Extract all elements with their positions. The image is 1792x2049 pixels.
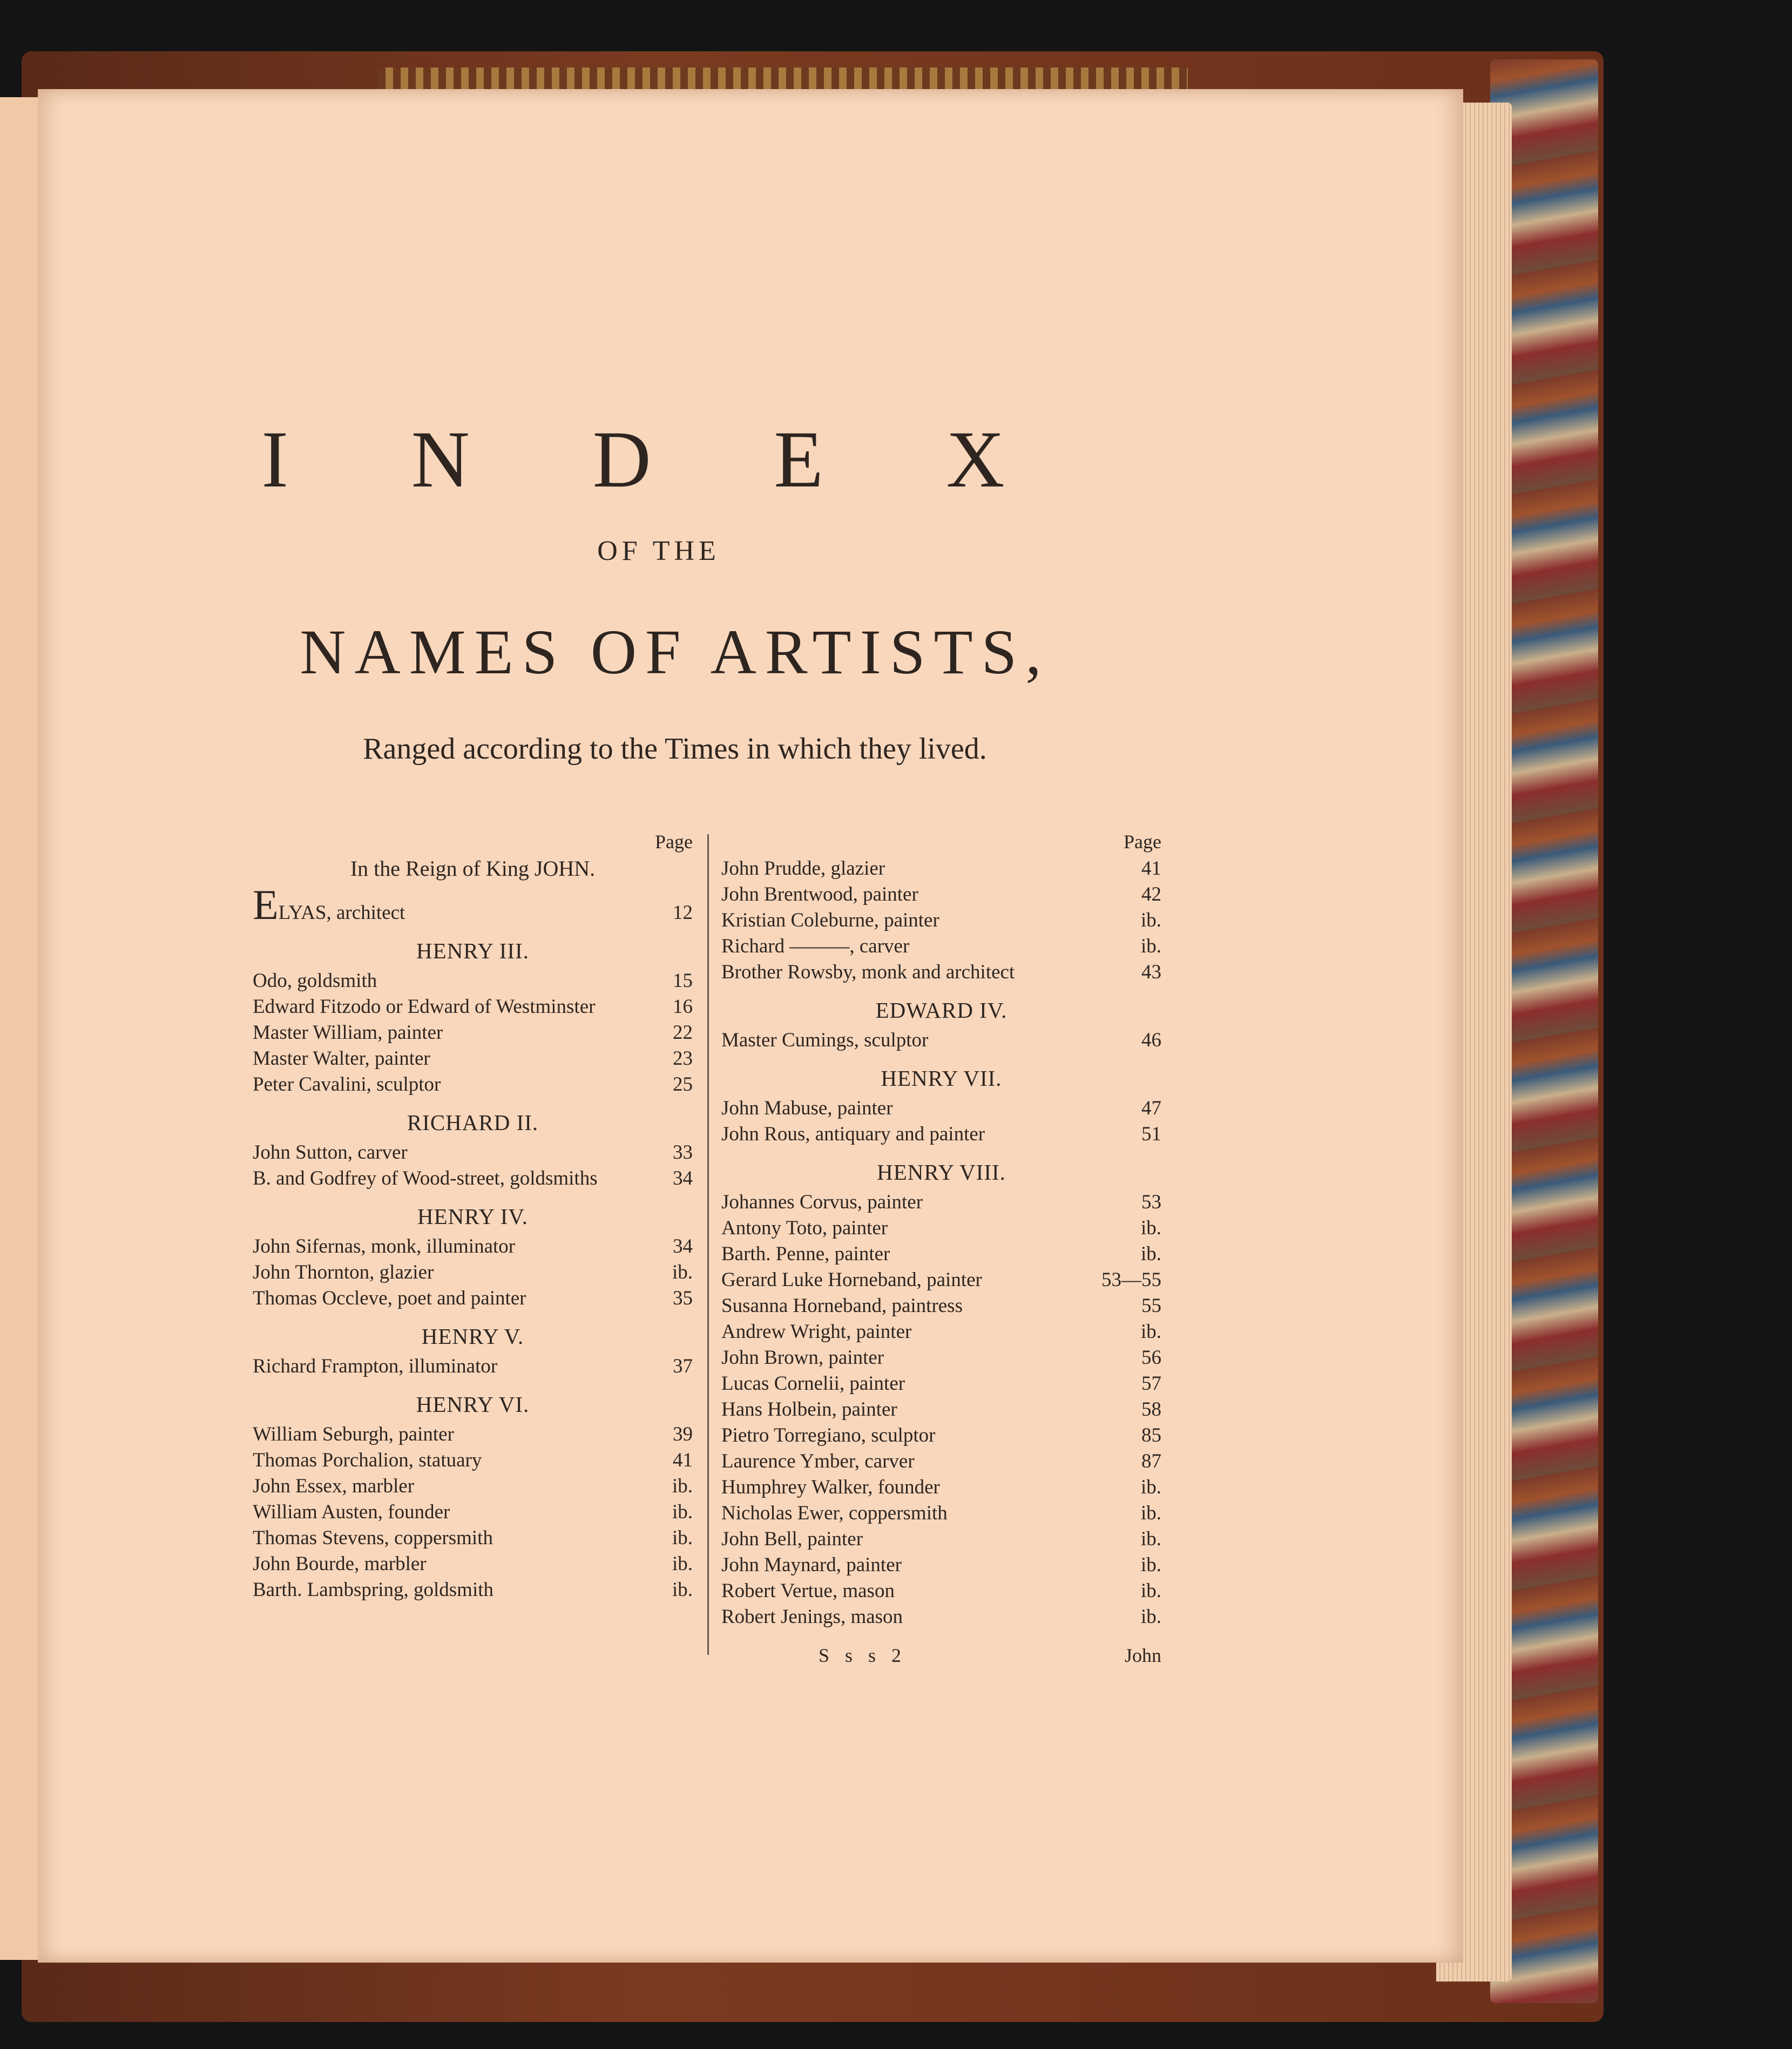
entry-name: Laurence Ymber, carver (721, 1450, 915, 1472)
entry-name: Master William, painter (253, 1022, 443, 1044)
index-entry (721, 934, 1161, 959)
spine-ornament (378, 67, 1188, 89)
left-sections (253, 938, 693, 1603)
index-entry (721, 1397, 1161, 1423)
entry-name: Master Cumings, sculptor (721, 1029, 929, 1051)
entry-page: 56 (1141, 1347, 1161, 1369)
entry-page: 46 (1141, 1029, 1161, 1051)
entry-page: ib. (1140, 935, 1161, 957)
entry-page: ib. (1140, 1580, 1161, 1602)
entry-name: John Maynard, painter (721, 1554, 902, 1576)
entry-name: Hans Holbein, painter (721, 1398, 897, 1421)
entry-page: ib. (672, 1527, 693, 1549)
index-entry (253, 1234, 693, 1260)
entry-page: 16 (673, 996, 693, 1018)
entry-name: Gerard Luke Horneband, painter (721, 1269, 982, 1291)
index-entry (253, 1286, 693, 1311)
index-entry (253, 1260, 693, 1286)
subtitle: Ranged according to the Times in which they lived. (363, 732, 987, 766)
entry-name: John Sutton, carver (253, 1141, 408, 1164)
entry-name: John Brentwood, painter (721, 883, 918, 905)
index-entry (721, 1095, 1161, 1121)
elyas-page: 12 (673, 902, 693, 924)
right-top-entries (721, 856, 1161, 985)
index-entry (253, 1422, 693, 1448)
entry-name: Kristian Coleburne, painter (721, 909, 939, 931)
entry-page: ib. (672, 1261, 693, 1283)
entry-name: Peter Cavalini, sculptor (253, 1073, 441, 1095)
left-column (253, 829, 693, 1603)
reign-section-heading: HENRY IV. (417, 1204, 528, 1229)
left-leaf (0, 97, 42, 1960)
entry-name: Nicholas Ewer, coppersmith (721, 1502, 948, 1524)
index-entry (253, 1140, 693, 1166)
index-entry (253, 968, 693, 994)
entry-name: Thomas Stevens, coppersmith (253, 1527, 493, 1549)
entry-page: 37 (673, 1355, 693, 1377)
reign-section-heading: HENRY VII. (881, 1066, 1002, 1091)
entry-page: 42 (1141, 883, 1161, 905)
entry-page: ib. (672, 1501, 693, 1523)
entry-page: ib. (672, 1475, 693, 1497)
entry-name: John Sifernas, monk, illuminator (253, 1235, 516, 1257)
index-entry (721, 1215, 1161, 1241)
entry-page: 33 (673, 1141, 693, 1164)
index-entry (721, 1604, 1161, 1630)
index-entry (721, 856, 1161, 882)
index-entry (721, 959, 1161, 985)
reign-section-heading: HENRY V. (421, 1324, 524, 1349)
entry-name: Master Walter, painter (253, 1047, 430, 1070)
entry-page: 22 (673, 1022, 693, 1044)
reign-section-heading: EDWARD IV. (875, 998, 1007, 1023)
entry-page: ib. (1140, 1606, 1161, 1628)
index-entry (721, 1371, 1161, 1397)
catchword: John (1124, 1645, 1161, 1666)
index-entry (721, 1500, 1161, 1526)
index-entry (253, 1577, 693, 1603)
entry-name: John Prudde, glazier (721, 857, 885, 880)
entry-name: Richard Frampton, illuminator (253, 1355, 498, 1377)
index-entry (721, 1552, 1161, 1578)
entry-name: Edward Fitzodo or Edward of Westminster (253, 996, 596, 1018)
entry-page: 35 (673, 1287, 693, 1309)
index-entry (253, 1473, 693, 1499)
reign-section-heading: RICHARD II. (407, 1110, 539, 1135)
index-entry (721, 882, 1161, 908)
entry-page: 25 (673, 1073, 693, 1095)
index-title: I N D E X (261, 415, 1056, 504)
index-entry (721, 1121, 1161, 1147)
entry-name: Andrew Wright, painter (721, 1321, 912, 1343)
entry-name: Barth. Lambspring, goldsmith (253, 1579, 494, 1601)
reign-section-heading: HENRY VIII. (877, 1160, 1006, 1185)
index-entry (721, 1267, 1161, 1293)
entry-page: 34 (673, 1235, 693, 1257)
entry-page: ib. (672, 1553, 693, 1575)
entry-page: 23 (673, 1047, 693, 1070)
index-entry (721, 908, 1161, 934)
index-entry (253, 994, 693, 1020)
entry-name: Pietro Torregiano, sculptor (721, 1424, 936, 1446)
entry-name: John Mabuse, painter (721, 1097, 893, 1119)
index-entry (721, 1189, 1161, 1215)
index-entry (721, 1423, 1161, 1449)
index-entry (721, 1319, 1161, 1345)
entry-name: Thomas Porchalion, statuary (253, 1449, 482, 1471)
entry-page: 39 (673, 1423, 693, 1445)
entry-name: Robert Jenings, mason (721, 1606, 903, 1628)
entry-name: John Brown, painter (721, 1347, 884, 1369)
index-entry (721, 1449, 1161, 1475)
entry-page: ib. (1140, 1528, 1161, 1550)
entry-name: John Bell, painter (721, 1528, 863, 1550)
entry-page: ib. (672, 1579, 693, 1601)
entry-name: William Austen, founder (253, 1501, 450, 1523)
entry-page: 57 (1141, 1372, 1161, 1395)
entry-page: 53 (1141, 1191, 1161, 1213)
index-entry (721, 1578, 1161, 1604)
entry-name: B. and Godfrey of Wood-street, goldsmiths (253, 1167, 598, 1189)
entry-page: ib. (1140, 1476, 1161, 1498)
entry-page: 43 (1141, 961, 1161, 983)
reign-section-heading: HENRY III. (416, 938, 529, 963)
entry-page: 85 (1141, 1424, 1161, 1446)
index-entry (253, 1525, 693, 1551)
index-entry (253, 1551, 693, 1577)
elyas-entry (253, 881, 693, 928)
entry-page: 51 (1141, 1123, 1161, 1145)
entry-page: 34 (673, 1167, 693, 1189)
page-label-right: Page (1124, 831, 1161, 853)
entry-page: 41 (673, 1449, 693, 1471)
entry-page: 15 (673, 970, 693, 992)
entry-page: 47 (1141, 1097, 1161, 1119)
entry-name: Lucas Cornelii, painter (721, 1372, 905, 1395)
entry-page: 87 (1141, 1450, 1161, 1472)
entry-page: ib. (1140, 1243, 1161, 1265)
index-entry (253, 1072, 693, 1098)
entry-name: Brother Rowsby, monk and architect (721, 961, 1015, 983)
entry-name: Antony Toto, painter (721, 1217, 888, 1239)
entry-name: John Essex, marbler (253, 1475, 415, 1497)
index-entry (721, 1345, 1161, 1371)
index-page (38, 89, 1463, 1963)
entry-name: Richard ———, carver (721, 935, 910, 957)
entry-page: 58 (1141, 1398, 1161, 1421)
entry-name: Johannes Corvus, painter (721, 1191, 923, 1213)
elyas-rest: LYAS, architect (278, 902, 405, 924)
reign-heading: In the Reign of King JOHN. (350, 856, 596, 881)
entry-page: 55 (1141, 1295, 1161, 1317)
entry-page: ib. (1140, 1502, 1161, 1524)
entry-name: Susanna Horneband, paintress (721, 1295, 963, 1317)
right-column (721, 829, 1161, 1630)
column-divider (707, 834, 709, 1655)
entry-name: John Rous, antiquary and painter (721, 1123, 985, 1145)
entry-name: Humphrey Walker, founder (721, 1476, 940, 1498)
entry-name: John Thornton, glazier (253, 1261, 434, 1283)
entry-page: 41 (1141, 857, 1161, 880)
signature-mark: S s s 2 (819, 1645, 907, 1666)
index-entry (721, 1241, 1161, 1267)
index-entry (253, 1166, 693, 1192)
reign-section-heading: HENRY VI. (416, 1392, 530, 1417)
entry-name: Thomas Occleve, poet and painter (253, 1287, 526, 1309)
entry-page: ib. (1140, 1321, 1161, 1343)
page-label-left: Page (655, 831, 693, 853)
names-of-artists-heading: NAMES OF ARTISTS, (300, 617, 1050, 687)
index-entry (253, 1020, 693, 1046)
entry-name: Barth. Penne, painter (721, 1243, 890, 1265)
entry-name: William Seburgh, painter (253, 1423, 454, 1445)
entry-page: 53—55 (1101, 1269, 1161, 1291)
entry-name: Robert Vertue, mason (721, 1580, 895, 1602)
drop-initial: E (253, 881, 279, 928)
index-entry (253, 1046, 693, 1072)
right-sections (721, 997, 1161, 1630)
index-entry (253, 1354, 693, 1379)
index-entry (253, 1499, 693, 1525)
entry-page: ib. (1140, 909, 1161, 931)
entry-page: ib. (1140, 1217, 1161, 1239)
entry-name: John Bourde, marbler (253, 1553, 427, 1575)
entry-name: Odo, goldsmith (253, 970, 377, 992)
index-entry (721, 1475, 1161, 1500)
of-the-line: OF THE (597, 536, 720, 566)
index-entry (253, 1448, 693, 1473)
index-entry (721, 1293, 1161, 1319)
index-entry (721, 1027, 1161, 1053)
index-entry (721, 1526, 1161, 1552)
entry-page: ib. (1140, 1554, 1161, 1576)
elyas-name (253, 881, 405, 928)
